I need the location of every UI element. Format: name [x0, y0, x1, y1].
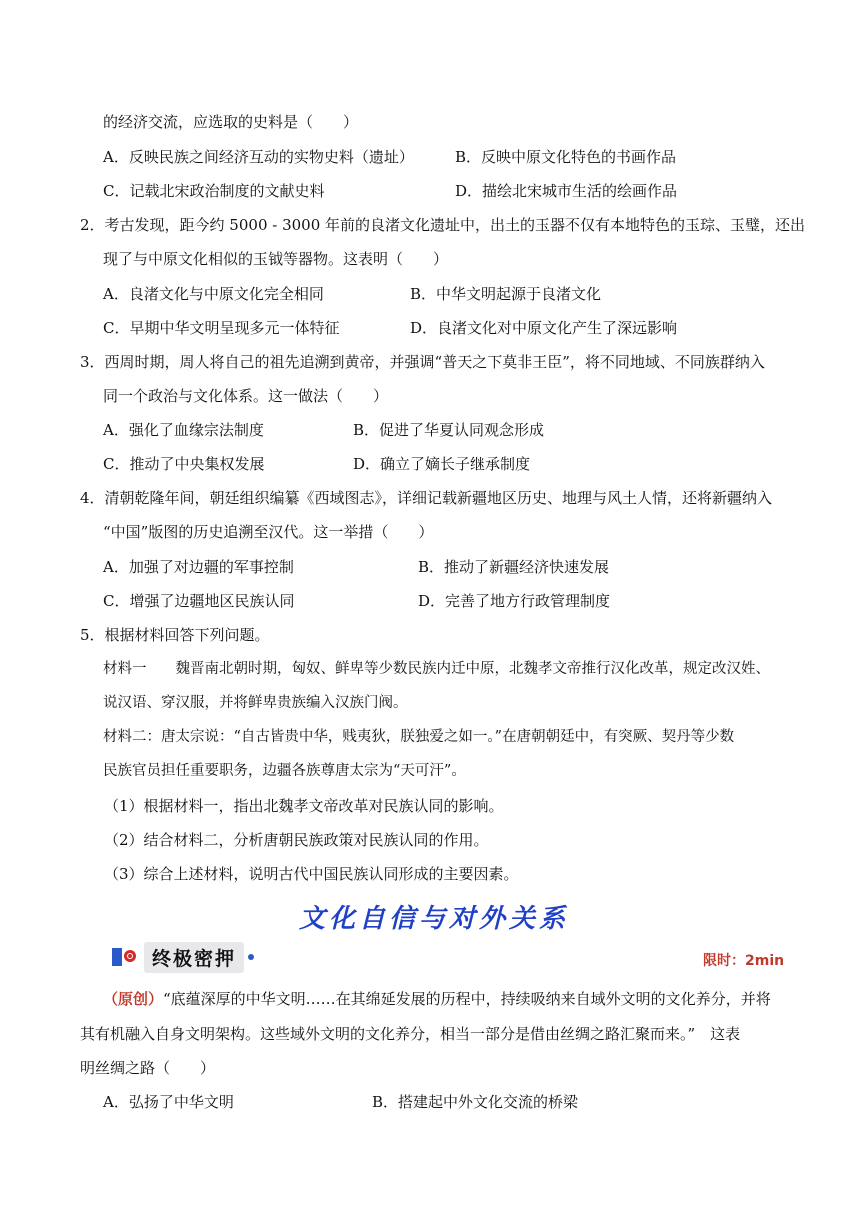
q3-option-b: B．促进了华夏认同观念形成: [353, 421, 545, 439]
q3-stem-line1: 3．西周时期，周人将自己的祖先追溯到黄帝，并强调“普天之下莫非王臣”，将不同地域、不同族群纳入: [80, 353, 765, 371]
q2-stem-line1: 2．考古发现，距今约 5000 - 3000 年前的良渚文化遗址中，出土的玉器不仅有本地特色的玉琮、玉璧，还出: [80, 216, 806, 234]
q6-line1: [103, 989, 771, 1009]
q6-option-b: B．搭建起中外文化交流的桥梁: [372, 1093, 579, 1111]
q2-option-b: B．中华文明起源于良渚文化: [410, 285, 602, 303]
q5-sub3: （3）综合上述材料，说明古代中国民族认同形成的主要因素。: [104, 865, 519, 883]
q2-option-c: C．早期中华文明呈现多元一体特征: [103, 319, 340, 337]
q6-line2: 其有机融入自身文明架构。这些域外文明的文化养分，相当一部分是借由丝绸之路汇聚而来。” 这表: [80, 1025, 741, 1043]
q4-stem-line1: 4．清朝乾隆年间，朝廷组织编纂《西域图志》，详细记载新疆地区历史、地理与风土人情，还将新疆纳入: [80, 489, 773, 507]
target-icon: [112, 946, 140, 968]
q5-sub1: （1）根据材料一，指出北魏孝文帝改革对民族认同的影响。: [104, 797, 504, 815]
q4-option-a: A．加强了对边疆的军事控制: [103, 558, 294, 576]
q6-line3: 明丝绸之路（ ）: [80, 1059, 216, 1077]
dot-icon: [248, 954, 254, 960]
q2-stem-line2: 现了与中原文化相似的玉钺等器物。这表明（ ）: [103, 250, 449, 268]
q1-option-b: B．反映中原文化特色的书画作品: [455, 148, 677, 166]
q5-material1-line1: 材料一 魏晋南北朝时期，匈奴、鲜卑等少数民族内迁中原，北魏孝文帝推行汉化改革，规定改汉姓、: [103, 661, 770, 677]
q1-option-d: D．描绘北宋城市生活的绘画作品: [455, 182, 678, 200]
section-title: 文化自信与对外关系: [298, 904, 569, 934]
q3-option-a: A．强化了血缘宗法制度: [103, 421, 264, 439]
q1-option-a: A．反映民族之间经济互动的实物史料（遗址）: [103, 148, 414, 166]
q5-stem: 5．根据材料回答下列问题。: [80, 626, 270, 644]
q1-option-c: C．记载北宋政治制度的文献史料: [103, 182, 325, 200]
time-limit: 限时：2min: [703, 953, 785, 969]
q5-material2-line1: 材料二：唐太宗说：“自古皆贵中华，贱夷狄，朕独爱之如一。”在唐朝朝廷中，有突厥、契丹等少数: [103, 729, 735, 745]
q3-option-d: D．确立了嫡长子继承制度: [353, 455, 531, 473]
q6-option-a: A．弘扬了中华文明: [103, 1093, 234, 1111]
badge-label: 终极密押: [144, 942, 244, 973]
q5-material2-line2: 民族官员担任重要职务，边疆各族尊唐太宗为“天可汗”。: [103, 763, 466, 779]
original-tag: （原创）: [103, 990, 164, 1008]
q4-stem-line2: “中国”版图的历史追溯至汉代。这一举措（ ）: [103, 523, 434, 541]
q4-option-c: C．增强了边疆地区民族认同: [103, 592, 295, 610]
q4-option-d: D．完善了地方行政管理制度: [418, 592, 611, 610]
q6-line1-text: “底蕴深厚的中华文明……在其绵延发展的历程中，持续吸纳来自域外文明的文化养分，并将: [163, 990, 771, 1008]
q5-material1-line2: 说汉语、穿汉服，并将鲜卑贵族编入汉族门阀。: [103, 695, 408, 711]
q2-option-a: A．良渚文化与中原文化完全相同: [103, 285, 324, 303]
q2-option-d: D．良渚文化对中原文化产生了深远影响: [410, 319, 678, 337]
q1-stem-tail: 的经济交流，应选取的史料是（ ）: [103, 113, 359, 131]
badge: [112, 942, 254, 972]
q3-stem-line2: 同一个政治与文化体系。这一做法（ ）: [103, 387, 389, 405]
q4-option-b: B．推动了新疆经济快速发展: [418, 558, 610, 576]
q5-sub2: （2）结合材料二，分析唐朝民族政策对民族认同的作用。: [104, 831, 489, 849]
q3-option-c: C．推动了中央集权发展: [103, 455, 265, 473]
